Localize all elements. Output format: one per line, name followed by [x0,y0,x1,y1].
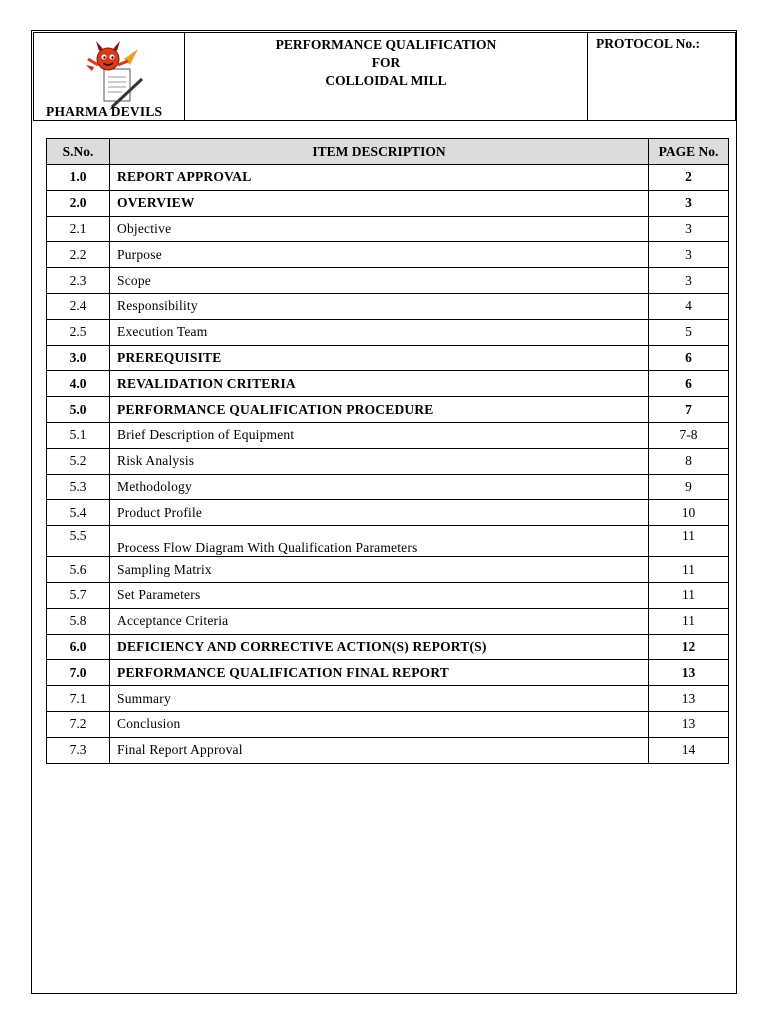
column-header-page: PAGE No. [649,139,729,165]
table-row [47,448,729,474]
table-of-contents [46,138,729,764]
row-page-number: 10 [649,500,729,526]
row-page-number: 3 [649,190,729,216]
title-line-1: PERFORMANCE QUALIFICATION [275,37,497,52]
table-row [47,216,729,242]
row-description: Sampling Matrix [110,557,649,583]
table-row [47,293,729,319]
row-page-number: 3 [649,242,729,268]
table-row [47,737,729,763]
row-sno: 2.2 [47,242,110,268]
row-page-number: 9 [649,474,729,500]
row-sno: 5.7 [47,582,110,608]
row-sno: 5.8 [47,608,110,634]
row-sno: 5.4 [47,500,110,526]
row-description: PERFORMANCE QUALIFICATION PROCEDURE [110,397,649,423]
row-description: Objective [110,216,649,242]
row-page-number: 13 [649,660,729,686]
row-page-number: 13 [649,711,729,737]
row-description: Product Profile [110,500,649,526]
table-row [47,371,729,397]
protocol-number-cell [588,33,736,121]
table-row [47,557,729,583]
logo-cell [34,33,185,121]
row-sno: 3.0 [47,345,110,371]
row-page-number: 4 [649,293,729,319]
row-description: Summary [110,686,649,712]
table-row [47,711,729,737]
table-row [47,608,729,634]
row-sno: 2.4 [47,293,110,319]
row-page-number: 7-8 [649,422,729,448]
row-description: Final Report Approval [110,737,649,763]
row-description: PERFORMANCE QUALIFICATION FINAL REPORT [110,660,649,686]
row-sno: 2.1 [47,216,110,242]
row-description: Process Flow Diagram With Qualification Parameters [110,526,649,557]
row-description: REVALIDATION CRITERIA [110,371,649,397]
document-header [33,32,736,121]
row-page-number: 7 [649,397,729,423]
row-description: Methodology [110,474,649,500]
table-row [47,526,729,557]
row-page-number: 12 [649,634,729,660]
row-sno: 2.3 [47,268,110,294]
row-sno: 5.6 [47,557,110,583]
row-sno: 5.2 [47,448,110,474]
table-row [47,634,729,660]
row-page-number: 11 [649,608,729,634]
toc-header-row [47,139,729,165]
row-description: Responsibility [110,293,649,319]
table-row [47,319,729,345]
row-description: Brief Description of Equipment [110,422,649,448]
table-row [47,397,729,423]
row-page-number: 14 [649,737,729,763]
table-row [47,500,729,526]
row-sno: 7.0 [47,660,110,686]
column-header-description: ITEM DESCRIPTION [110,139,649,165]
row-description: PREREQUISITE [110,345,649,371]
row-description: Set Parameters [110,582,649,608]
table-row [47,660,729,686]
table-row [47,165,729,191]
row-sno: 7.1 [47,686,110,712]
title-line-2: FOR [371,55,401,70]
row-page-number: 11 [649,582,729,608]
row-sno: 5.5 [47,526,110,557]
row-description: Execution Team [110,319,649,345]
table-row [47,268,729,294]
row-description: OVERVIEW [110,190,649,216]
row-page-number: 11 [649,557,729,583]
table-row [47,345,729,371]
document-title [185,33,588,121]
row-description: REPORT APPROVAL [110,165,649,191]
table-row [47,474,729,500]
title-line-3: COLLOIDAL MILL [325,73,447,88]
row-page-number: 6 [649,345,729,371]
row-description: Purpose [110,242,649,268]
table-row [47,686,729,712]
row-sno: 5.1 [47,422,110,448]
row-sno: 7.3 [47,737,110,763]
row-sno: 4.0 [47,371,110,397]
row-page-number: 5 [649,319,729,345]
table-row [47,582,729,608]
row-sno: 5.0 [47,397,110,423]
table-row [47,190,729,216]
devil-with-pen-and-paper-logo-icon [82,39,148,111]
protocol-label: PROTOCOL No.: [596,36,701,51]
row-description: Conclusion [110,711,649,737]
table-row [47,422,729,448]
row-sno: 7.2 [47,711,110,737]
row-sno: 5.3 [47,474,110,500]
row-page-number: 2 [649,165,729,191]
row-description: Acceptance Criteria [110,608,649,634]
row-page-number: 3 [649,268,729,294]
company-name: PHARMA DEVILS [46,104,163,119]
row-sno: 6.0 [47,634,110,660]
row-description: Scope [110,268,649,294]
row-page-number: 8 [649,448,729,474]
row-page-number: 13 [649,686,729,712]
row-sno: 2.0 [47,190,110,216]
row-description: Risk Analysis [110,448,649,474]
column-header-sno: S.No. [47,139,110,165]
toc-body [47,165,729,764]
row-page-number: 11 [649,526,729,557]
table-row [47,242,729,268]
row-page-number: 6 [649,371,729,397]
row-sno: 1.0 [47,165,110,191]
row-sno: 2.5 [47,319,110,345]
row-description: DEFICIENCY AND CORRECTIVE ACTION(S) REPORT(S) [110,634,649,660]
row-page-number: 3 [649,216,729,242]
